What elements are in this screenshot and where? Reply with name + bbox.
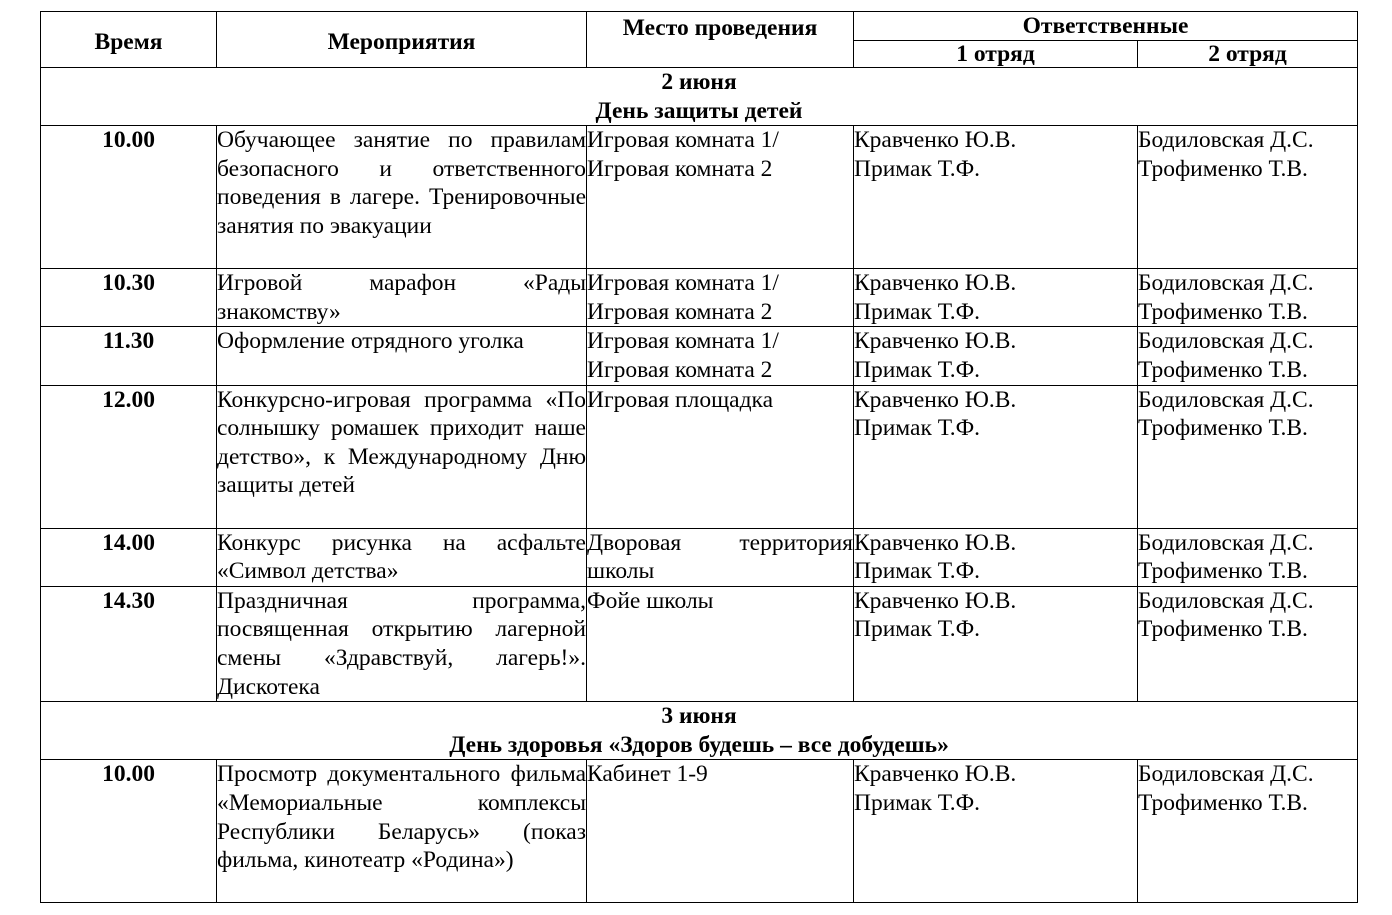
row-time: 11.30 [41, 327, 217, 385]
row-squad-1: Кравченко Ю.В. Примак Т.Ф. [854, 760, 1138, 903]
day-date: 2 июня [661, 69, 737, 95]
table-row [41, 327, 1358, 385]
row-event: Обучающее занятие по правилам безопасного и ответственного поведения в лагере. Тренировочные занятия по эвакуации [217, 126, 587, 269]
row-event: Праздничная программа, посвященная открытию лагерной смены «Здравствуй, лагерь!». Дискотека [217, 586, 587, 701]
header-squad-2: 2 отряд [1138, 41, 1358, 68]
row-place: Кабинет 1-9 [587, 760, 854, 903]
row-squad-1: Кравченко Ю.В. Примак Т.Ф. [854, 385, 1138, 528]
row-time: 12.00 [41, 385, 217, 528]
day-heading [41, 702, 1358, 760]
header-time: Время [41, 12, 217, 68]
row-event: Игровой марафон «Рады знакомству» [217, 269, 587, 327]
row-event: Конкурсно-игровая программа «По солнышку ромашек приходит наше детство», к Международному Дню защиты детей [217, 385, 587, 528]
day-heading [41, 68, 1358, 126]
row-squad-1: Кравченко Ю.В. Примак Т.Ф. [854, 586, 1138, 701]
row-place: Игровая комната 1/ Игровая комната 2 [587, 269, 854, 327]
row-event: Конкурс рисунка на асфальте «Символ детства» [217, 528, 587, 586]
table-row [41, 269, 1358, 327]
row-squad-1: Кравченко Ю.В. Примак Т.Ф. [854, 126, 1138, 269]
header-responsible: Ответственные [854, 12, 1358, 41]
table-row [41, 586, 1358, 701]
schedule-table [40, 11, 1358, 903]
row-time: 14.00 [41, 528, 217, 586]
header-events: Мероприятия [217, 12, 587, 68]
row-place: Игровая комната 1/ Игровая комната 2 [587, 327, 854, 385]
row-squad-2: Бодиловская Д.С. Трофименко Т.В. [1138, 586, 1358, 701]
day-date: 3 июня [661, 703, 737, 730]
row-time: 10.00 [41, 760, 217, 903]
table-row [41, 385, 1358, 528]
row-time: 10.00 [41, 126, 217, 269]
row-place: Дворовая территория школы [587, 528, 854, 586]
row-place: Игровая комната 1/ Игровая комната 2 [587, 126, 854, 269]
table-row [41, 528, 1358, 586]
row-squad-1: Кравченко Ю.В. Примак Т.Ф. [854, 269, 1138, 327]
header-place: Место проведения [587, 12, 854, 68]
row-place: Фойе школы [587, 586, 854, 701]
day-title: День здоровья «Здоров будешь – все добудешь» [449, 731, 949, 758]
table-row [41, 126, 1358, 269]
table-row [41, 760, 1358, 903]
row-squad-2: Бодиловская Д.С. Трофименко Т.В. [1138, 760, 1358, 903]
row-place: Игровая площадка [587, 385, 854, 528]
header-squad-1: 1 отряд [854, 41, 1138, 68]
row-time: 10.30 [41, 269, 217, 327]
row-event: Просмотр документального фильма «Мемориальные комплексы Республики Беларусь» (показ фильма, кинотеатр «Родина») [217, 760, 587, 903]
row-squad-2: Бодиловская Д.С. Трофименко Т.В. [1138, 385, 1358, 528]
row-time: 14.30 [41, 586, 217, 701]
row-squad-2: Бодиловская Д.С. Трофименко Т.В. [1138, 327, 1358, 385]
row-squad-2: Бодиловская Д.С. Трофименко Т.В. [1138, 269, 1358, 327]
row-squad-1: Кравченко Ю.В. Примак Т.Ф. [854, 528, 1138, 586]
row-squad-2: Бодиловская Д.С. Трофименко Т.В. [1138, 528, 1358, 586]
day-title: День защиты детей [595, 97, 803, 124]
row-squad-2: Бодиловская Д.С. Трофименко Т.В. [1138, 126, 1358, 269]
row-squad-1: Кравченко Ю.В. Примак Т.Ф. [854, 327, 1138, 385]
row-event: Оформление отрядного уголка [217, 327, 587, 385]
